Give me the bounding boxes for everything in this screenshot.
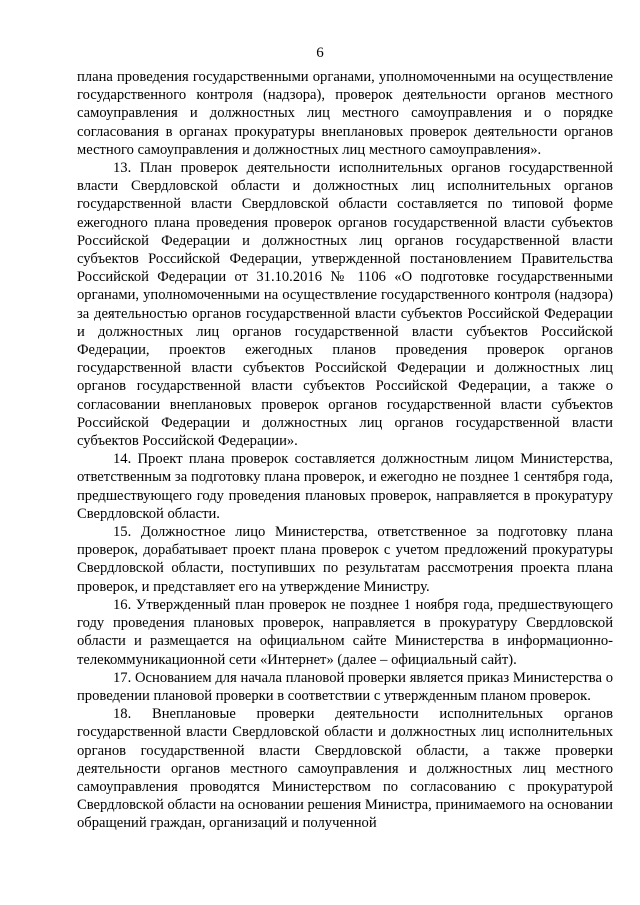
page-number: 6	[316, 45, 324, 61]
paragraph-15: 15. Должностное лицо Министерства, ответственное за подготовку плана проверок, дорабатывает проект плана проверок с учетом предложений прокуратуры Свердловской области, поступивших по результатам рассмотрения проекта плана проверок, и представляет его на утверждение Министру.	[77, 524, 613, 595]
paragraph-17: 17. Основанием для начала плановой проверки является приказ Министерства о проведении плановой проверки в соответствии с утвержденным планом проверок.	[77, 669, 613, 704]
paragraph-continuation: плана проведения государственными органами, уполномоченными на осуществление государственного контроля (надзора), проверок деятельности органов местного самоуправления и должностных лиц местного самоуправления и о порядке согласования в органах прокуратуры внеплановых проверок деятельности органов местного самоуправления и должностных лиц местного самоуправления».	[77, 69, 613, 158]
paragraph-18: 18. Внеплановые проверки деятельности исполнительных органов государственной власти Свердловской области и должностных лиц исполнительных органов государственной власти Свердловской области, а также проверки деятельности органов местного самоуправления и должностных лиц местного самоуправления проводятся Министерством по согласованию с прокуратурой Свердловской области на основании решения Министра, принимаемого на основании обращений граждан, организаций и полученной	[77, 706, 613, 832]
paragraph-13: 13. План проверок деятельности исполнительных органов государственной власти Свердловской области и должностных лиц исполнительных органов государственной власти Свердловской области составляется по типовой форме ежегодного плана проведения проверок органов государственной власти субъектов Российской Федерации и должностных лиц органов государственной власти субъектов Российской Федерации, утвержденной постановлением Правительства Российской Федерации от 31.10.2016 № 1106 «О подготовке государственными органами, уполномоченными на осуществление государственного контроля (надзора) за деятельностью органов государственной власти субъектов Российской Федерации и должностных лиц органов государственной власти субъектов Российской Федерации, проектов ежегодных планов проведения проверок органов государственной власти субъектов Российской Федерации и должностных лиц органов государственной власти субъектов Российской Федерации, а также о согласовании внеплановых проверок органов государственной власти субъектов Российской Федерации и должностных лиц органов государственной власти субъектов Российской Федерации».	[77, 160, 613, 450]
document-body	[77, 68, 613, 833]
paragraph-14: 14. Проект плана проверок составляется должностным лицом Министерства, ответственным за подготовку плана проверок, и ежегодно не позднее 1 сентября года, предшествующего году проведения плановых проверок, направляется в прокуратуру Свердловской области.	[77, 451, 613, 522]
paragraph-16: 16. Утвержденный план проверок не позднее 1 ноября года, предшествующего году проведения плановых проверок, направляется в прокуратуру Свердловской области и размещается на официальном сайте Министерства в информационно-телекоммуникационной сети «Интернет» (далее – официальный сайт).	[77, 596, 613, 668]
